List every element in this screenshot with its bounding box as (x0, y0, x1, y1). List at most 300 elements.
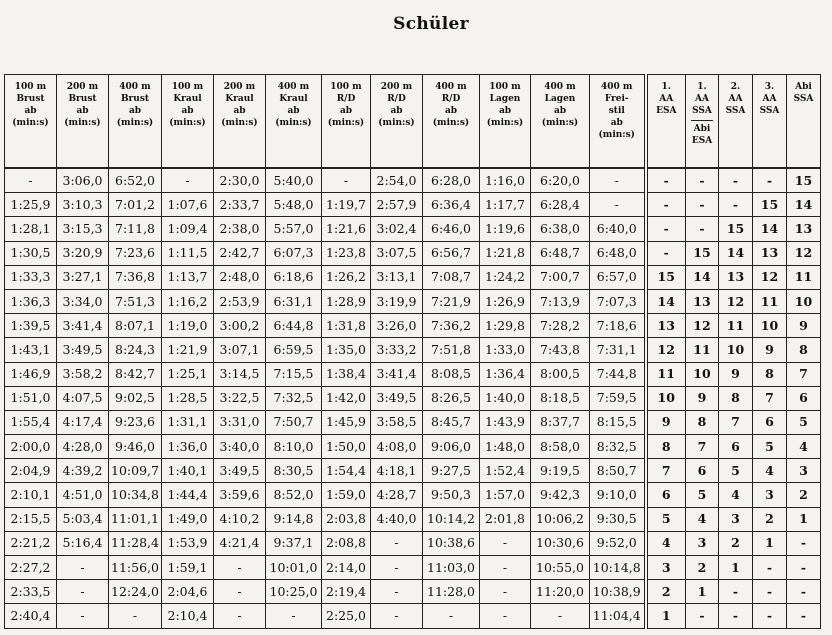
time-cell: 6:56,7 (423, 241, 480, 265)
column-header-line: ab (444, 106, 458, 116)
grade-cell: 9 (787, 314, 821, 338)
grade-cell: - (646, 168, 686, 193)
time-cell: - (109, 604, 162, 628)
time-cell: 1:13,7 (162, 265, 214, 289)
time-cell: 3:41,4 (371, 362, 423, 386)
time-cell: 1:54,4 (322, 459, 371, 483)
grade-cell: 13 (753, 241, 787, 265)
column-header (266, 75, 322, 169)
grade-cell: - (686, 604, 719, 628)
grade-cell: - (787, 580, 821, 604)
column-header-line: Brust (16, 94, 45, 104)
table-row (5, 241, 821, 265)
grade-cell: - (753, 604, 787, 628)
time-cell: 1:28,1 (5, 217, 57, 241)
column-header (322, 75, 371, 169)
time-cell: 2:15,5 (5, 507, 57, 531)
grade-cell: 8 (787, 338, 821, 362)
grade-cell: 1 (753, 531, 787, 555)
grade-cell: 3 (646, 556, 686, 580)
column-header-line: ab (287, 106, 300, 116)
column-header-line: SSA (725, 106, 746, 116)
time-cell: 2:25,0 (322, 604, 371, 628)
time-cell: 9:06,0 (423, 435, 480, 459)
column-header-line: 100 m (171, 82, 204, 92)
grade-cell: 2 (646, 580, 686, 604)
time-cell: 1:11,5 (162, 241, 214, 265)
column-header (423, 75, 480, 169)
time-cell: 1:59,1 (162, 556, 214, 580)
time-cell: 1:52,4 (480, 459, 531, 483)
column-header-line: 400 m (435, 82, 467, 92)
grade-cell: 6 (719, 435, 753, 459)
column-header-line: Kraul (225, 94, 254, 104)
time-cell: 1:46,9 (5, 362, 57, 386)
time-cell: 2:10,4 (162, 604, 214, 628)
time-cell: - (57, 580, 109, 604)
grade-cell: 5 (753, 435, 787, 459)
grade-cell: - (787, 556, 821, 580)
time-cell: 6:28,4 (531, 193, 590, 217)
time-cell: 1:09,4 (162, 217, 214, 241)
time-cell: 8:42,7 (109, 362, 162, 386)
grade-cell: 3 (787, 459, 821, 483)
grade-cell: 12 (753, 265, 787, 289)
grade-cell: 4 (686, 507, 719, 531)
time-cell: 6:28,0 (423, 168, 480, 193)
grade-cell: - (646, 193, 686, 217)
time-cell: 3:22,5 (214, 386, 266, 410)
time-cell: 3:31,0 (214, 410, 266, 434)
column-header-line: Kraul (279, 94, 308, 104)
time-cell: 2:21,2 (5, 531, 57, 555)
time-cell: 2:00,0 (5, 435, 57, 459)
time-cell: 9:52,0 (590, 531, 646, 555)
time-cell: 4:51,0 (57, 483, 109, 507)
time-cell: 1:19,6 (480, 217, 531, 241)
time-cell: 8:07,1 (109, 314, 162, 338)
time-cell: 2:54,0 (371, 168, 423, 193)
column-header (787, 75, 821, 169)
time-cell: 10:30,6 (531, 531, 590, 555)
time-cell: 4:17,4 (57, 410, 109, 434)
table-row (5, 435, 821, 459)
column-header-line: R/D (441, 94, 461, 104)
time-cell: 5:48,0 (266, 193, 322, 217)
time-cell: 2:04,6 (162, 580, 214, 604)
grade-cell: - (646, 241, 686, 265)
grade-cell: 5 (787, 410, 821, 434)
time-cell: - (531, 604, 590, 628)
column-header-line: ab (339, 106, 353, 116)
time-cell: 7:01,2 (109, 193, 162, 217)
column-header (753, 75, 787, 169)
time-cell: 1:53,9 (162, 531, 214, 555)
column-header-line: R/D (336, 94, 356, 104)
time-cell: 3:02,4 (371, 217, 423, 241)
time-cell: - (371, 580, 423, 604)
grade-cell: 1 (719, 556, 753, 580)
grade-cell: - (686, 193, 719, 217)
time-cell: 9:42,3 (531, 483, 590, 507)
column-header (590, 75, 646, 169)
time-cell: - (480, 604, 531, 628)
page-title: Schüler (393, 14, 469, 34)
grade-cell: 2 (719, 531, 753, 555)
grade-cell: 5 (686, 483, 719, 507)
column-header-line: 200 m (380, 82, 413, 92)
column-header-line: AA (695, 94, 709, 104)
time-cell: 5:40,0 (266, 168, 322, 193)
time-cell: 1:26,2 (322, 265, 371, 289)
column-header-line: ab (128, 106, 142, 116)
column-header-line: Frei- (604, 94, 629, 104)
column-header (162, 75, 214, 169)
time-cell: 1:39,5 (5, 314, 57, 338)
grade-cell: - (719, 580, 753, 604)
column-header-line: ab (553, 106, 567, 116)
time-cell: - (214, 556, 266, 580)
time-cell: - (214, 580, 266, 604)
grade-cell: - (686, 217, 719, 241)
time-cell: 1:59,0 (322, 483, 371, 507)
time-cell: - (214, 604, 266, 628)
time-cell: 1:16,2 (162, 289, 214, 313)
time-cell: 2:03,8 (322, 507, 371, 531)
time-cell: 8:58,0 (531, 435, 590, 459)
grade-cell: 5 (719, 459, 753, 483)
time-cell: 1:40,1 (162, 459, 214, 483)
time-cell: 10:34,8 (109, 483, 162, 507)
time-cell: 2:40,4 (5, 604, 57, 628)
time-cell: 1:38,4 (322, 362, 371, 386)
grade-cell: 10 (753, 314, 787, 338)
time-cell: 5:57,0 (266, 217, 322, 241)
grade-cell: - (646, 217, 686, 241)
time-cell: 4:21,4 (214, 531, 266, 555)
time-cell: 2:01,8 (480, 507, 531, 531)
column-header-line: ab (390, 106, 403, 116)
time-cell: 1:30,5 (5, 241, 57, 265)
time-cell: 6:52,0 (109, 168, 162, 193)
time-cell: 4:10,2 (214, 507, 266, 531)
grade-cell: 7 (686, 435, 719, 459)
grade-cell: 11 (787, 265, 821, 289)
grade-cell: 12 (787, 241, 821, 265)
column-header-line: (min:s) (432, 118, 470, 128)
time-cell: 7:51,3 (109, 289, 162, 313)
time-cell: 9:23,6 (109, 410, 162, 434)
column-header-line: 400 m (277, 82, 310, 92)
time-cell: 7:36,8 (109, 265, 162, 289)
grade-cell: 5 (646, 507, 686, 531)
time-cell: 1:40,0 (480, 386, 531, 410)
time-cell: 1:35,0 (322, 338, 371, 362)
time-cell: 1:16,0 (480, 168, 531, 193)
time-cell: - (371, 604, 423, 628)
grade-cell: 6 (753, 410, 787, 434)
column-header-line: 400 m (119, 82, 151, 92)
time-cell: 9:10,0 (590, 483, 646, 507)
table-body (5, 168, 821, 628)
time-cell: 8:45,7 (423, 410, 480, 434)
time-cell: 9:27,5 (423, 459, 480, 483)
time-cell: 9:14,8 (266, 507, 322, 531)
time-cell: 3:49,5 (57, 338, 109, 362)
time-cell: 3:10,3 (57, 193, 109, 217)
grade-cell: 13 (646, 314, 686, 338)
time-cell: 7:43,8 (531, 338, 590, 362)
grade-cell: 7 (719, 410, 753, 434)
time-cell: 2:08,8 (322, 531, 371, 555)
time-cell: 1:36,4 (480, 362, 531, 386)
time-cell: 11:20,0 (531, 580, 590, 604)
grade-cell: 12 (719, 289, 753, 313)
column-header-line: 100 m (14, 82, 47, 92)
time-cell: 8:00,5 (531, 362, 590, 386)
grade-cell: - (719, 604, 753, 628)
grade-cell: 13 (719, 265, 753, 289)
time-cell: 5:03,4 (57, 507, 109, 531)
grade-cell: 14 (719, 241, 753, 265)
grade-cell: 4 (787, 435, 821, 459)
grade-cell: 10 (787, 289, 821, 313)
grade-cell: 2 (753, 507, 787, 531)
table-row (5, 168, 821, 193)
time-cell: 10:25,0 (266, 580, 322, 604)
time-cell: 1:19,7 (322, 193, 371, 217)
table-row (5, 314, 821, 338)
grade-cell: 4 (719, 483, 753, 507)
time-cell: - (480, 580, 531, 604)
grade-cell: 9 (753, 338, 787, 362)
time-cell: 8:10,0 (266, 435, 322, 459)
grading-table (4, 74, 821, 629)
column-header-line: (min:s) (221, 118, 258, 128)
column-header-line: (min:s) (486, 118, 524, 128)
time-cell: 3:19,9 (371, 289, 423, 313)
time-cell: 7:21,9 (423, 289, 480, 313)
time-cell: 1:29,8 (480, 314, 531, 338)
column-header-line: 100 m (330, 82, 362, 92)
time-cell: 7:18,6 (590, 314, 646, 338)
time-cell: 1:43,9 (480, 410, 531, 434)
table-row (5, 338, 821, 362)
time-cell: 1:19,0 (162, 314, 214, 338)
time-cell: 7:07,3 (590, 289, 646, 313)
time-cell: 1:51,0 (5, 386, 57, 410)
grade-cell: 3 (719, 507, 753, 531)
grade-cell: 13 (686, 289, 719, 313)
grade-cell: 15 (686, 241, 719, 265)
grade-cell: 10 (646, 386, 686, 410)
grade-cell: - (719, 193, 753, 217)
time-cell: 3:58,5 (371, 410, 423, 434)
grade-cell: 6 (686, 459, 719, 483)
column-header-line: 400 m (544, 82, 576, 92)
column-header (371, 75, 423, 169)
time-cell: 1:21,6 (322, 217, 371, 241)
time-cell: 3:27,1 (57, 265, 109, 289)
time-cell: 1:43,1 (5, 338, 57, 362)
table-row (5, 217, 821, 241)
time-cell: 3:49,5 (214, 459, 266, 483)
time-cell: 6:20,0 (531, 168, 590, 193)
time-cell: 7:11,8 (109, 217, 162, 241)
time-cell: 6:48,7 (531, 241, 590, 265)
table-row (5, 386, 821, 410)
grade-cell: - (753, 168, 787, 193)
column-header (214, 75, 266, 169)
time-cell: 2:33,7 (214, 193, 266, 217)
column-header-line: (min:s) (327, 118, 365, 128)
column-header-line: 400 m (601, 82, 633, 92)
time-cell: 2:14,0 (322, 556, 371, 580)
column-header-line: ab (181, 106, 194, 116)
time-cell: 4:40,0 (371, 507, 423, 531)
grade-cell: 11 (646, 362, 686, 386)
time-cell: 8:15,5 (590, 410, 646, 434)
time-cell: 7:36,2 (423, 314, 480, 338)
time-cell: 12:24,0 (109, 580, 162, 604)
column-header-line: 1. (697, 82, 707, 92)
time-cell: 9:50,3 (423, 483, 480, 507)
time-cell: 6:57,0 (590, 265, 646, 289)
table-row (5, 362, 821, 386)
grade-cell: 7 (753, 386, 787, 410)
time-cell: 1:25,1 (162, 362, 214, 386)
time-cell: 1:33,0 (480, 338, 531, 362)
column-header-line: Lagen (489, 94, 521, 104)
time-cell: 8:26,5 (423, 386, 480, 410)
grade-cell: 4 (646, 531, 686, 555)
time-cell: 1:33,3 (5, 265, 57, 289)
grade-cell: 10 (719, 338, 753, 362)
time-cell: 7:51,8 (423, 338, 480, 362)
column-header-line: 3. (764, 82, 775, 92)
time-cell: 1:55,4 (5, 410, 57, 434)
grade-cell: 9 (686, 386, 719, 410)
time-cell: 8:52,0 (266, 483, 322, 507)
time-cell: 3:34,0 (57, 289, 109, 313)
time-cell: 2:57,9 (371, 193, 423, 217)
column-header-line: Kraul (173, 94, 202, 104)
time-cell: 1:28,9 (322, 289, 371, 313)
column-header (57, 75, 109, 169)
time-cell: 4:07,5 (57, 386, 109, 410)
grade-cell: 8 (719, 386, 753, 410)
time-cell: 8:50,7 (590, 459, 646, 483)
time-cell: 1:45,9 (322, 410, 371, 434)
time-cell: 3:07,1 (214, 338, 266, 362)
time-cell: - (590, 168, 646, 193)
grade-cell: 1 (686, 580, 719, 604)
grade-cell: 14 (686, 265, 719, 289)
column-header-line: ESA (656, 106, 677, 116)
column-header-line: AA (762, 94, 777, 104)
grade-cell: 4 (753, 459, 787, 483)
table-row (5, 580, 821, 604)
column-header-line: (min:s) (12, 118, 49, 128)
time-cell: 8:37,7 (531, 410, 590, 434)
time-cell: - (590, 193, 646, 217)
time-cell: 11:28,0 (423, 580, 480, 604)
column-header-line: stil (608, 106, 625, 116)
grade-cell: 10 (686, 362, 719, 386)
table-row (5, 410, 821, 434)
time-cell: 1:50,0 (322, 435, 371, 459)
time-cell: 7:23,6 (109, 241, 162, 265)
time-cell: 3:58,2 (57, 362, 109, 386)
grade-cell: 14 (646, 289, 686, 313)
time-cell: 4:18,1 (371, 459, 423, 483)
time-cell: 8:18,5 (531, 386, 590, 410)
time-cell: 7:28,2 (531, 314, 590, 338)
time-cell: 1:31,1 (162, 410, 214, 434)
column-header-line: AA (659, 94, 674, 104)
time-cell: 6:38,0 (531, 217, 590, 241)
time-cell: 8:30,5 (266, 459, 322, 483)
time-cell: - (162, 168, 214, 193)
time-cell: 9:46,0 (109, 435, 162, 459)
time-cell: 1:49,0 (162, 507, 214, 531)
time-cell: 3:13,1 (371, 265, 423, 289)
time-cell: 5:16,4 (57, 531, 109, 555)
column-header-line: Lagen (544, 94, 576, 104)
grade-cell: 1 (787, 507, 821, 531)
time-cell: 1:21,9 (162, 338, 214, 362)
column-header (5, 75, 57, 169)
column-header-line: Brust (120, 94, 150, 104)
time-cell: 1:57,0 (480, 483, 531, 507)
time-cell: 10:38,9 (590, 580, 646, 604)
time-cell: - (5, 168, 57, 193)
time-cell: 7:00,7 (531, 265, 590, 289)
table-row (5, 531, 821, 555)
time-cell: 4:08,0 (371, 435, 423, 459)
table-row (5, 507, 821, 531)
time-cell: - (480, 556, 531, 580)
grade-cell: - (787, 531, 821, 555)
grade-cell: 6 (646, 483, 686, 507)
time-cell: 4:39,2 (57, 459, 109, 483)
time-cell: - (57, 604, 109, 628)
column-header-line: (min:s) (541, 118, 579, 128)
table-row (5, 193, 821, 217)
time-cell: 2:38,0 (214, 217, 266, 241)
time-cell: 7:15,5 (266, 362, 322, 386)
column-header-line: 200 m (223, 82, 256, 92)
time-cell: 1:28,5 (162, 386, 214, 410)
time-cell: 7:50,7 (266, 410, 322, 434)
time-cell: 8:32,5 (590, 435, 646, 459)
grade-cell: 3 (686, 531, 719, 555)
column-header-line: ab (24, 106, 37, 116)
time-cell: 3:33,2 (371, 338, 423, 362)
time-cell: 6:46,0 (423, 217, 480, 241)
time-cell: 8:08,5 (423, 362, 480, 386)
table-row (5, 459, 821, 483)
time-cell: 3:00,2 (214, 314, 266, 338)
time-cell: 10:14,2 (423, 507, 480, 531)
grade-cell: 2 (787, 483, 821, 507)
grade-cell: - (686, 168, 719, 193)
time-cell: - (57, 556, 109, 580)
time-cell: 3:07,5 (371, 241, 423, 265)
grade-cell: 8 (646, 435, 686, 459)
grade-cell: 1 (646, 604, 686, 628)
time-cell: 6:40,0 (590, 217, 646, 241)
